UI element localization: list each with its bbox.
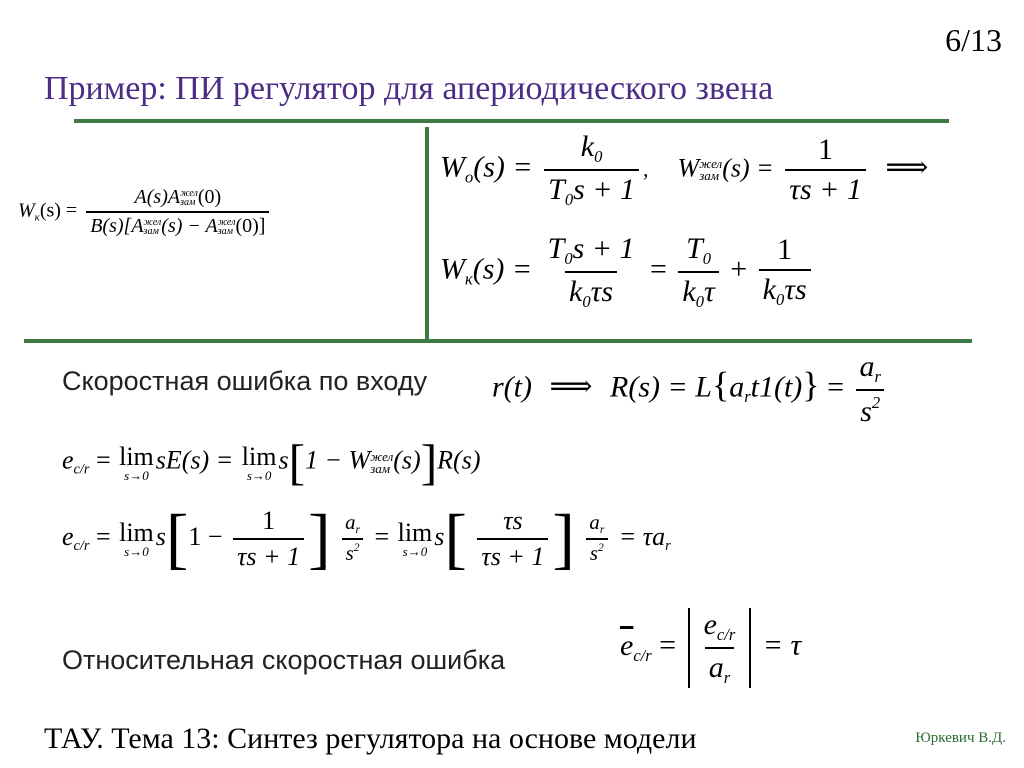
controller-fraction: A(s)A жел зам (0) B(s)[A жел зам (s) − A жел зам (0)]	[86, 186, 269, 238]
formula-divider	[425, 127, 429, 343]
velocity-error-derivation-2: $e_{c/r}$ = lim s→0 s[1 − $\frac{1}{\tau s + 1}$ ] $\frac{a_r}{s^2}$ = lim s→0 s[ $\frac{\tau s}{\tau s + 1}$ ] $\frac{a_r}{s^2}$ = $\tau a_r$	[62, 501, 671, 576]
section-divider	[24, 339, 972, 343]
plant-and-target-formula: $W_o(s)$ = $\frac{k_0}{T_0s + 1}$ , W жел зам (s) = $\frac{1}{\tau s + 1}$ ⟹	[440, 130, 929, 209]
velocity-error-derivation-1: $e_{c/r}$ = lim s→0 sE(s) = lim s→0 s[1 − W жел зам (s)]R(s)	[62, 435, 481, 490]
relative-error-formula: $\overline{e}_{c/r}$ = $\frac{e_{c/r}}{a_r}$ = τ	[620, 608, 802, 687]
pi-controller-formula: $W_к(s)$ = $\frac{T_0s + 1}{k_0\tau s}$ = $\frac{T_0}{k_0\tau}$ + $\frac{1}{k_0\tau s}$	[440, 232, 815, 312]
page-number: 6/13	[945, 22, 1002, 58]
footer-topic: ТАУ. Тема 13: Синтез регулятора на основе модели	[44, 722, 697, 755]
author-name: Юркевич В.Д.	[915, 730, 1006, 746]
title-underline	[74, 119, 949, 123]
slide-title: Пример: ПИ регулятор для апериодического звена	[44, 70, 774, 107]
relative-error-label: Относительная скоростная ошибка	[62, 645, 506, 675]
velocity-error-label: Скоростная ошибка по входу	[62, 366, 428, 396]
velocity-input-formula: r(t) ⟹ $R(s) = L\{a_rt1(t)\}$ = $\frac{a_r}{s^2}$	[492, 350, 889, 429]
controller-general-formula: $W_к(s)$ = A(s)A жел зам (0) B(s)[A жел зам (s) − A жел зам (0)]	[18, 186, 273, 238]
